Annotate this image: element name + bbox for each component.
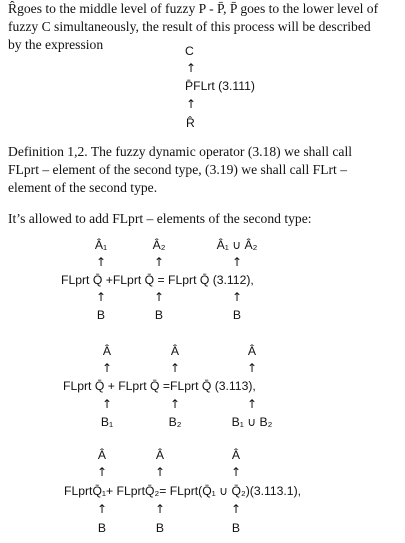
definition-line-2: FLprt – element of the second type, (3.19) we shall call FLrt – xyxy=(8,162,348,177)
intro-line-3: by the expression xyxy=(8,37,104,52)
expr1-arrow-1: ↑ xyxy=(186,61,197,75)
expr1-arrow-2: ↑ xyxy=(186,97,197,111)
eq112-top-1: Â₁ xyxy=(94,238,108,252)
eq1131-up-arrow-3: ↑ xyxy=(230,465,242,479)
allowed-text: It’s allowed to add FLprt – elements of the second type: xyxy=(8,211,312,226)
eq1131-up-arrow-4: ↑ xyxy=(96,502,108,516)
eq1131-bottom-3: B xyxy=(231,521,241,535)
eq1131-up-arrow-6: ↑ xyxy=(230,502,242,516)
eq1131-top-1: Â xyxy=(97,448,107,462)
eq112-up-arrow-1: ↑ xyxy=(95,255,107,269)
eq113-up-arrow-4: ↑ xyxy=(101,397,113,411)
eq1131-up-arrow-1: ↑ xyxy=(96,465,108,479)
expr1-middle: P̄FLrt (3.111) xyxy=(185,79,255,93)
intro-line-2: fuzzy C simultaneously, the result of this process will be described xyxy=(8,19,371,34)
eq113-up-arrow-3: ↑ xyxy=(246,361,258,375)
eq113-up-arrow-6: ↑ xyxy=(246,397,258,411)
eq113-up-arrow-1: ↑ xyxy=(101,361,113,375)
eq113-up-arrow-5: ↑ xyxy=(169,397,181,411)
eq1131-top-2: Â xyxy=(155,448,165,462)
definition-paragraph xyxy=(8,143,398,197)
eq1131-up-arrow-5: ↑ xyxy=(154,502,166,516)
eq1131-top-3: Â xyxy=(231,448,241,462)
eq113-main: FLprt Q̄ + FLprt Q̄ =FLprt Q̄ (3.113), xyxy=(63,379,256,393)
eq1131-bottom-1: B xyxy=(97,521,107,535)
eq113-bottom-2: B₂ xyxy=(168,415,182,429)
eq113-top-1: Â xyxy=(102,344,112,358)
eq112-up-arrow-4: ↑ xyxy=(95,290,107,304)
eq112-up-arrow-5: ↑ xyxy=(153,290,165,304)
intro-line-1: R̂goes to the middle level of fuzzy P - P̄, P̄ goes to the lower level of xyxy=(8,1,379,16)
expr1-top: C xyxy=(185,44,194,58)
eq1131-main: FLprtQ̄₁+ FLprtQ̄₂= FLprt(Q̄₁ ∪ Q̄₂)(3.113.1), xyxy=(64,484,302,498)
expr1-bottom: R̂ xyxy=(186,116,195,130)
eq112-up-arrow-2: ↑ xyxy=(153,255,165,269)
eq113-top-2: Â xyxy=(170,344,180,358)
allowed-sentence xyxy=(8,210,398,228)
eq112-top-2: Â₂ xyxy=(152,238,166,252)
eq1131-bottom-2: B xyxy=(155,521,165,535)
eq112-up-arrow-6: ↑ xyxy=(231,290,243,304)
definition-line-1: Definition 1,2. The fuzzy dynamic operator (3.18) we shall call xyxy=(8,144,353,159)
eq1131-up-arrow-2: ↑ xyxy=(154,465,166,479)
eq112-top-3: Â₁ ∪ Â₂ xyxy=(216,238,258,252)
eq112-bottom-2: B xyxy=(154,308,164,322)
definition-line-3: element of the second type. xyxy=(8,180,158,195)
eq113-bottom-1: B₁ xyxy=(100,415,114,429)
eq112-main: FLprt Q̄ +FLprt Q̄ = FLprt Q̄ (3.112), xyxy=(61,273,254,287)
eq112-bottom-1: B xyxy=(96,308,106,322)
eq112-bottom-3: B xyxy=(232,308,242,322)
eq113-bottom-3: B₁ ∪ B₂ xyxy=(231,415,273,429)
eq113-up-arrow-2: ↑ xyxy=(169,361,181,375)
eq113-top-3: Â xyxy=(247,344,257,358)
eq112-up-arrow-3: ↑ xyxy=(231,255,243,269)
intro-paragraph xyxy=(8,0,398,54)
